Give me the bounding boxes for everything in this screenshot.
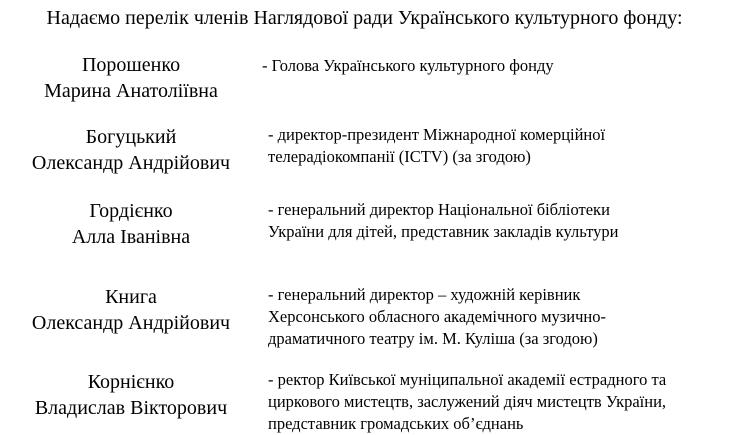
role-line: представник громадських об’єднань <box>268 414 524 433</box>
member-surname: Корнієнко <box>87 371 175 393</box>
member-given-names: Олександр Андрійович <box>31 152 231 174</box>
role-line: України для дітей, представник закладів культури <box>268 222 619 241</box>
member-role <box>268 284 606 350</box>
role-line: - ректор Київської муніципальної академії естрадного та <box>268 370 667 389</box>
member-name <box>0 52 262 104</box>
member-name <box>0 369 262 421</box>
role-line: драматичного театру ім. М. Куліша (за згодою) <box>268 329 598 348</box>
member-surname: Богуцький <box>85 126 177 148</box>
member-given-names: Владислав Вікторович <box>34 397 228 419</box>
member-surname: Гордієнко <box>89 200 173 222</box>
member-given-names: Марина Анатоліївна <box>44 80 218 102</box>
member-name <box>0 124 262 176</box>
role-line: Херсонського обласного академічного музично- <box>268 307 607 326</box>
member-given-names: Олександр Андрійович <box>31 312 231 334</box>
role-line: - Голова Українського культурного фонду <box>262 56 554 75</box>
role-line: циркового мистецтв, заслужений діяч мистецтв України, <box>268 392 667 411</box>
member-role <box>262 55 554 77</box>
role-line: - генеральний директор – художній керівник <box>268 285 581 304</box>
member-surname: Порошенко <box>81 54 181 76</box>
member-name <box>0 284 262 336</box>
member-name <box>0 198 262 250</box>
document-heading: Надаємо перелік членів Наглядової ради Українського культурного фонду: <box>46 7 683 29</box>
member-surname: Книга <box>105 286 157 308</box>
member-role <box>268 199 618 243</box>
member-role <box>268 369 666 435</box>
role-line: - генеральний директор Національної бібліотеки <box>268 200 610 219</box>
member-role <box>268 124 605 168</box>
role-line: - директор-президент Міжнародної комерційної <box>268 125 606 144</box>
member-given-names: Алла Іванівна <box>71 226 191 248</box>
role-line: телерадіокомпанії (ICTV) (за згодою) <box>268 147 531 166</box>
